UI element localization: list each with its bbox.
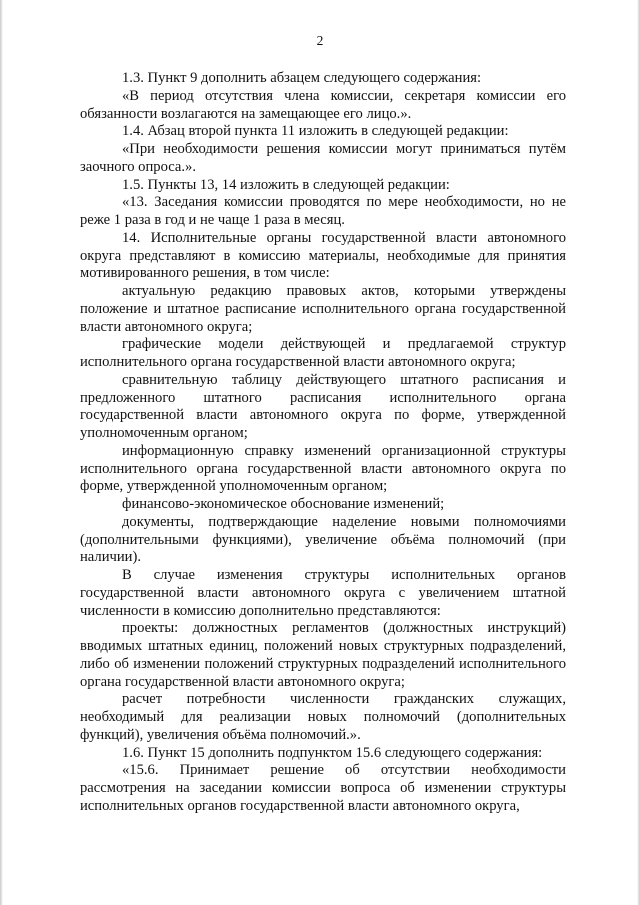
paragraph-1-5: 1.5. Пункты 13, 14 изложить в следующей редакции: [122, 176, 450, 193]
paragraph-projects: проекты: должностных регламентов (должностных инструкций) вводимых штатных единиц, положений новых структурных подразделений, либо об изменении положений структурных подразделений исполнительного органа государственной власти автономного округа; [80, 620, 566, 690]
paragraph-15-6: «15.6. Принимает решение об отсутствии необходимости рассмотрения на заседании комиссии вопроса об изменении структуры исполнительных органов государственной власти автономного округа, [80, 762, 566, 814]
paragraph-1-4-quote: «При необходимости решения комиссии могут приниматься путём заочного опроса.». [80, 141, 566, 175]
paragraph-1-3: 1.3. Пункт 9 дополнить абзацем следующего содержания: [122, 70, 482, 86]
paragraph-14-item-5: финансово-экономическое обоснование изменений; [122, 496, 445, 512]
paragraph-structure-change: В случае изменения структуры исполнительных органов государственной власти автономного округа с увеличением штатной численности в комиссию дополнительно представляются: [80, 567, 566, 619]
page-number: 2 [316, 33, 324, 48]
paragraph-1-3-quote: «В период отсутствия члена комиссии, секретаря комиссии его обязанности возлагаются на замещающее его лицо.». [80, 87, 566, 122]
paragraph-calculation: расчет потребности численности гражданских служащих, необходимый для реализации новых полномочий (дополнительных функций), увеличения объёма полномочий.». [80, 691, 566, 743]
paragraph-1-4: 1.4. Абзац второй пункта 11 изложить в следующей редакции: [122, 123, 509, 140]
document-body [80, 70, 566, 816]
paragraph-14-item-2: графические модели действующей и предлагаемой структур исполнительного органа государственной власти автономного округа; [80, 336, 566, 370]
paragraph-13: «13. Заседания комиссии проводятся по мере необходимости, но не реже 1 раза в год и не чаще 1 раза в месяц. [80, 194, 566, 228]
paragraph-14-item-6: документы, подтверждающие наделение новыми полномочиями (дополнительными функциями), увеличение объёма полномочий (при наличии). [80, 513, 566, 566]
paragraph-14-item-3: сравнительную таблицу действующего штатного расписания и предложенного штатного расписания исполнительного органа государственной власти автономного округа по форме, утвержденной уполномоченным органом; [80, 371, 566, 441]
scan-edge-left [0, 0, 3, 905]
paragraph-14: 14. Исполнительные органы государственной власти автономного округа представляют в комиссию материалы, необходимые для принятия мотивированного решения, в том числе: [80, 229, 566, 282]
paragraph-14-item-1: актуальную редакцию правовых актов, которыми утверждены положение и штатное расписание исполнительного органа государственной власти автономного округа; [80, 283, 566, 335]
paragraph-14-item-4: информационную справку изменений организационной структуры исполнительного органа государственной власти автономного округа по форме, утвержденной уполномоченным органом; [80, 442, 566, 495]
paragraph-1-6: 1.6. Пункт 15 дополнить подпунктом 15.6 следующего содержания: [122, 744, 543, 761]
